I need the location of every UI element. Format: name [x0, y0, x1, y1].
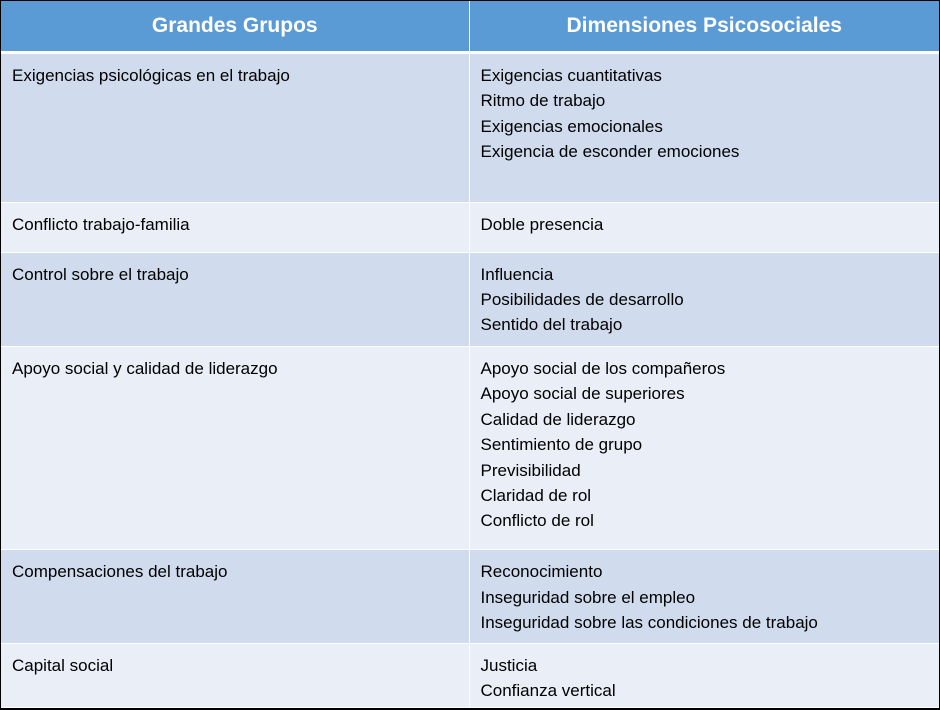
dimension-item: Claridad de rol: [480, 485, 592, 505]
table-row: [1, 346, 939, 550]
dimension-item: Calidad de liderazgo: [480, 409, 636, 429]
dimension-item: Inseguridad sobre las condiciones de trabajo: [480, 613, 818, 633]
group-label: Conflicto trabajo-familia: [12, 215, 190, 235]
group-label: Exigencias psicológicas en el trabajo: [12, 66, 290, 85]
dimension-item: Exigencias emocionales: [480, 116, 663, 136]
dimensions-cell: [469, 53, 939, 203]
header-dimensiones-psicosociales: Dimensiones Psicosociales: [469, 1, 939, 53]
dimension-item: Inseguridad sobre el empleo: [480, 587, 696, 607]
table-row: [1, 643, 939, 707]
table-row: [1, 550, 939, 643]
dimension-item: Doble presencia: [480, 215, 604, 235]
group-label: Compensaciones del trabajo: [12, 562, 228, 582]
psychosocial-table: [1, 1, 939, 708]
group-label: Control sobre el trabajo: [12, 264, 189, 284]
dimensions-cell: [469, 346, 939, 550]
dimension-item: Exigencias cuantitativas: [480, 66, 662, 85]
group-label: Apoyo social y calidad de liderazgo: [12, 358, 278, 378]
dimension-item: Sentimiento de grupo: [480, 435, 643, 455]
group-cell: [1, 643, 469, 707]
table-row: [1, 53, 939, 203]
dimension-item: Apoyo social de superiores: [480, 384, 685, 404]
dimensions-cell: [469, 203, 939, 252]
group-cell: [1, 346, 469, 550]
dimension-item: Previsibilidad: [480, 460, 581, 480]
table-frame: [1, 1, 939, 708]
dimension-item: Posibilidades de desarrollo: [480, 290, 684, 309]
dimension-item: Confianza vertical: [480, 681, 616, 701]
dimension-item: Influencia: [480, 264, 554, 284]
dimensions-cell: [469, 550, 939, 643]
dimension-item: Ritmo de trabajo: [480, 91, 606, 111]
dimensions-cell: [469, 252, 939, 346]
header-grandes-grupos: Grandes Grupos: [1, 1, 469, 53]
group-cell: [1, 53, 469, 203]
table-row: [1, 203, 939, 252]
group-cell: [1, 252, 469, 346]
dimension-item: Apoyo social de los compañeros: [480, 358, 726, 378]
dimension-item: Conflicto de rol: [480, 511, 594, 531]
group-cell: [1, 550, 469, 643]
dimension-item: Reconocimiento: [480, 562, 603, 582]
dimension-item: Sentido del trabajo: [480, 315, 623, 335]
group-label: Capital social: [12, 655, 114, 675]
group-cell: [1, 203, 469, 252]
dimension-item: Exigencia de esconder emociones: [480, 142, 740, 162]
dimension-item: Justicia: [480, 655, 538, 675]
header-row: [1, 1, 939, 53]
table-row: [1, 252, 939, 346]
dimensions-cell: [469, 643, 939, 707]
